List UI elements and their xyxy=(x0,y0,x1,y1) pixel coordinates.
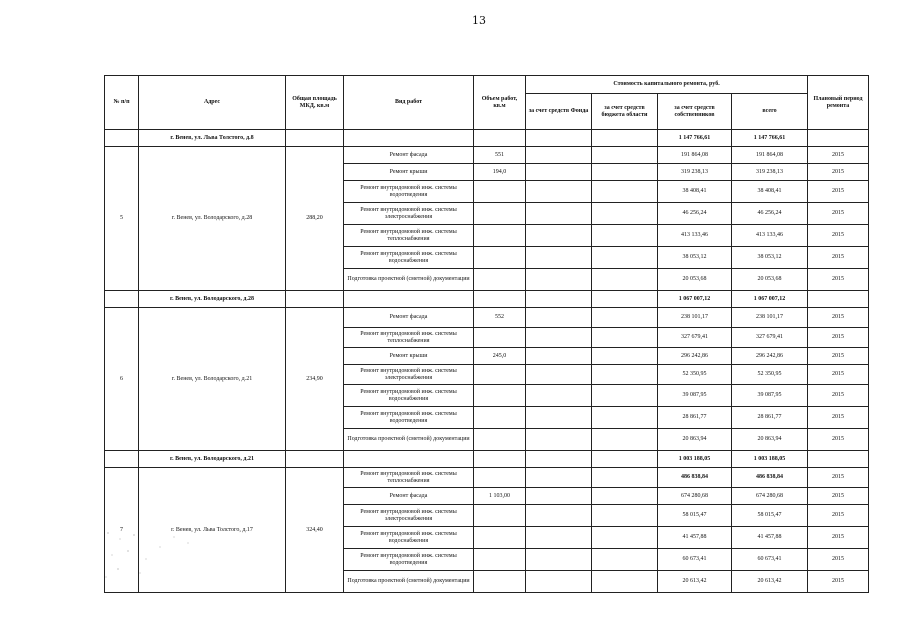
period-value: 2015 xyxy=(808,488,869,505)
table-row xyxy=(105,291,869,308)
owners-value: 327 679,41 xyxy=(658,328,732,348)
period-value: 2015 xyxy=(808,247,869,269)
total-value: 20 613,42 xyxy=(732,571,808,593)
total-value: 191 864,08 xyxy=(732,147,808,164)
table-row xyxy=(105,308,869,328)
total-value: 413 133,46 xyxy=(732,225,808,247)
col-region-header: за счет средств бюджета области xyxy=(592,94,658,130)
total-value: 296 242,86 xyxy=(732,348,808,365)
col-area-header: Общая площадь МКД, кв.м xyxy=(286,76,344,130)
total-value: 1 147 766,61 xyxy=(732,130,808,147)
table-row xyxy=(105,451,869,468)
address-subtotal: г. Венев, ул. Володарского, д.21 xyxy=(139,451,286,468)
work-type: Ремонт внутридомовой инж. системы электроснабжения xyxy=(344,505,474,527)
col-work-header: Вид работ xyxy=(344,76,474,130)
col-cost-group-header: Стоимость капитального ремонта, руб. xyxy=(526,76,808,94)
area-cell: 234,90 xyxy=(286,308,344,451)
total-value: 1 067 007,12 xyxy=(732,291,808,308)
page-number: 13 xyxy=(472,14,486,27)
period-value: 2015 xyxy=(808,328,869,348)
volume-value: 245,0 xyxy=(474,348,526,365)
row-number: 6 xyxy=(105,308,139,451)
owners-value: 191 864,08 xyxy=(658,147,732,164)
owners-value: 20 613,42 xyxy=(658,571,732,593)
owners-value: 486 838,84 xyxy=(658,468,732,488)
period-value: 2015 xyxy=(808,527,869,549)
owners-value: 38 053,12 xyxy=(658,247,732,269)
total-value: 38 053,12 xyxy=(732,247,808,269)
work-type: Ремонт фасада xyxy=(344,488,474,505)
work-type: Ремонт фасада xyxy=(344,308,474,328)
total-value: 1 003 188,05 xyxy=(732,451,808,468)
col-owners-header: за счет средств собственников xyxy=(658,94,732,130)
total-value: 46 256,24 xyxy=(732,203,808,225)
total-value: 38 408,41 xyxy=(732,181,808,203)
owners-value: 46 256,24 xyxy=(658,203,732,225)
work-type: Подготовка проектной (сметной) документации xyxy=(344,269,474,291)
volume-value: 551 xyxy=(474,147,526,164)
period-value: 2015 xyxy=(808,225,869,247)
period-value: 2015 xyxy=(808,571,869,593)
period-value: 2015 xyxy=(808,164,869,181)
area-cell: 324,40 xyxy=(286,468,344,593)
owners-value: 319 238,13 xyxy=(658,164,732,181)
total-value: 20 053,68 xyxy=(732,269,808,291)
period-value: 2015 xyxy=(808,385,869,407)
work-type: Ремонт внутридомовой инж. системы водоснабжения xyxy=(344,247,474,269)
period-value: 2015 xyxy=(808,203,869,225)
work-type: Ремонт внутридомовой инж. системы теплоснабжения xyxy=(344,468,474,488)
period-value: 2015 xyxy=(808,365,869,385)
row-number: 7 xyxy=(105,468,139,593)
scan-noise xyxy=(100,525,220,585)
owners-value: 296 242,86 xyxy=(658,348,732,365)
period-value: 2015 xyxy=(808,308,869,328)
table-row xyxy=(105,130,869,147)
table-row xyxy=(105,147,869,164)
volume-value: 194,0 xyxy=(474,164,526,181)
col-period-header: Плановый период ремонта xyxy=(808,76,869,130)
owners-value: 413 133,46 xyxy=(658,225,732,247)
area-cell: 288,20 xyxy=(286,147,344,291)
col-num-header: № п/п xyxy=(105,76,139,130)
owners-value: 1 067 007,12 xyxy=(658,291,732,308)
work-type: Ремонт крыши xyxy=(344,164,474,181)
total-value: 319 238,13 xyxy=(732,164,808,181)
period-value: 2015 xyxy=(808,549,869,571)
volume-value: 1 103,00 xyxy=(474,488,526,505)
owners-value: 39 087,95 xyxy=(658,385,732,407)
col-address-header: Адрес xyxy=(139,76,286,130)
work-type: Ремонт внутридомовой инж. системы водоотведения xyxy=(344,549,474,571)
period-value: 2015 xyxy=(808,348,869,365)
work-type: Ремонт внутридомовой инж. системы электроснабжения xyxy=(344,365,474,385)
owners-value: 28 861,77 xyxy=(658,407,732,429)
work-type: Ремонт внутридомовой инж. системы водоотведения xyxy=(344,407,474,429)
total-value: 486 838,84 xyxy=(732,468,808,488)
period-value: 2015 xyxy=(808,407,869,429)
owners-value: 674 280,68 xyxy=(658,488,732,505)
owners-value: 1 003 188,05 xyxy=(658,451,732,468)
owners-value: 41 457,88 xyxy=(658,527,732,549)
work-type: Ремонт внутридомовой инж. системы водоснабжения xyxy=(344,385,474,407)
work-type: Ремонт фасада xyxy=(344,147,474,164)
period-value: 2015 xyxy=(808,147,869,164)
address-subtotal: г. Венев, ул. Льва Толстого, д.8 xyxy=(139,130,286,147)
work-type: Подготовка проектной (сметной) документации xyxy=(344,571,474,593)
total-value: 39 087,95 xyxy=(732,385,808,407)
capital-repair-table xyxy=(104,75,869,593)
total-value: 238 101,17 xyxy=(732,308,808,328)
owners-value: 20 863,94 xyxy=(658,429,732,451)
address-cell: г. Венев, ул. Володарского, д.21 xyxy=(139,308,286,451)
work-type: Ремонт внутридомовой инж. системы водоотведения xyxy=(344,181,474,203)
address-cell: г. Венев, ул. Володарского, д.28 xyxy=(139,147,286,291)
total-value: 60 673,41 xyxy=(732,549,808,571)
work-type: Ремонт крыши xyxy=(344,348,474,365)
col-total-header: всего xyxy=(732,94,808,130)
total-value: 674 280,68 xyxy=(732,488,808,505)
row-number: 5 xyxy=(105,147,139,291)
period-value: 2015 xyxy=(808,429,869,451)
total-value: 20 863,94 xyxy=(732,429,808,451)
total-value: 28 861,77 xyxy=(732,407,808,429)
period-value: 2015 xyxy=(808,269,869,291)
period-value: 2015 xyxy=(808,468,869,488)
owners-value: 238 101,17 xyxy=(658,308,732,328)
work-type: Ремонт внутридомовой инж. системы водоснабжения xyxy=(344,527,474,549)
period-value: 2015 xyxy=(808,505,869,527)
work-type: Подготовка проектной (сметной) документации xyxy=(344,429,474,451)
volume-value: 552 xyxy=(474,308,526,328)
period-value: 2015 xyxy=(808,181,869,203)
address-cell: г. Венев, ул. Льва Толстого, д.17 xyxy=(139,468,286,593)
col-fund-header: за счет средств Фонда xyxy=(526,94,592,130)
address-subtotal: г. Венев, ул. Володарского, д.28 xyxy=(139,291,286,308)
table-row xyxy=(105,468,869,488)
work-type: Ремонт внутридомовой инж. системы теплоснабжения xyxy=(344,328,474,348)
owners-value: 58 015,47 xyxy=(658,505,732,527)
owners-value: 20 053,68 xyxy=(658,269,732,291)
owners-value: 38 408,41 xyxy=(658,181,732,203)
owners-value: 1 147 766,61 xyxy=(658,130,732,147)
owners-value: 52 350,95 xyxy=(658,365,732,385)
total-value: 41 457,88 xyxy=(732,527,808,549)
work-type: Ремонт внутридомовой инж. системы теплоснабжения xyxy=(344,225,474,247)
work-type: Ремонт внутридомовой инж. системы электроснабжения xyxy=(344,203,474,225)
total-value: 58 015,47 xyxy=(732,505,808,527)
owners-value: 60 673,41 xyxy=(658,549,732,571)
total-value: 327 679,41 xyxy=(732,328,808,348)
total-value: 52 350,95 xyxy=(732,365,808,385)
col-volume-header: Объем работ, кв.м xyxy=(474,76,526,130)
